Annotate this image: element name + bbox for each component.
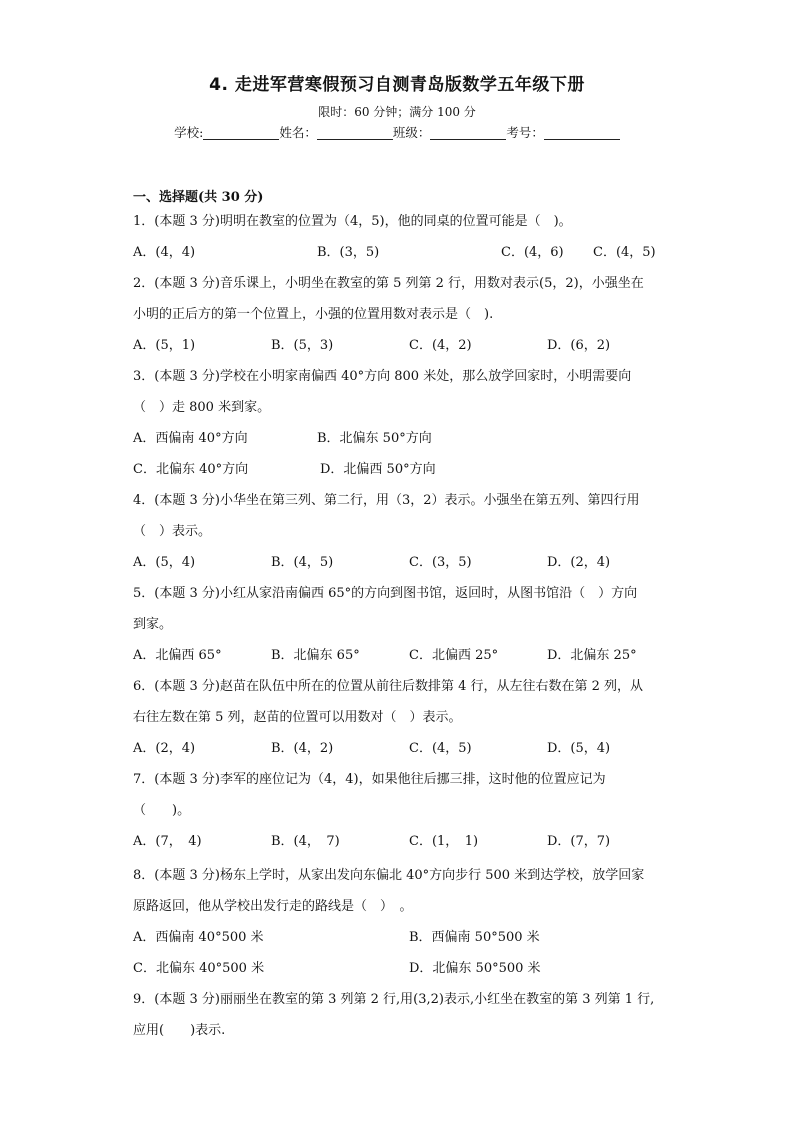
q4-option-d[interactable]: D．(2，4) (547, 555, 611, 570)
q1-option-c2[interactable]: C．(4，5) (593, 245, 656, 260)
q3-option-b[interactable]: B．北偏东 50°方向 (317, 431, 432, 446)
q8-option-a[interactable]: A．西偏南 40°500 米 (133, 930, 264, 945)
question-9-text: 9．(本题 3 分)丽丽坐在教室的第 3 列第 2 行,用(3,2)表示,小红坐在教室的第 3 列第 1 行, (133, 992, 655, 1007)
question-3-text: 3．(本题 3 分)学校在小明家南偏西 40°方向 800 米处，那么放学回家时，小明需要向 (133, 369, 632, 384)
q4-option-b[interactable]: B．(4，5) (271, 555, 334, 570)
q8-option-d[interactable]: D．北偏东 50°500 米 (409, 961, 541, 976)
question-8-text: 8．(本题 3 分)杨东上学时，从家出发向东偏北 40°方向步行 500 米到达学校，放学回家 (133, 868, 645, 883)
q3-option-d[interactable]: D．北偏西 50°方向 (320, 462, 436, 477)
question-5-text: 5．(本题 3 分)小红从家沿南偏西 65°的方向到图书馆，返回时，从图书馆沿（ ）方向 (133, 586, 638, 601)
q3-option-a[interactable]: A．西偏南 40°方向 (133, 431, 248, 446)
q5-option-a[interactable]: A．北偏西 65° (133, 648, 222, 663)
question-9-text-cont: 应用( )表示. (133, 1023, 226, 1038)
question-6-text: 6．(本题 3 分)赵苗在队伍中所在的位置从前往后数排第 4 行，从左往右数在第 2 列，从 (133, 679, 644, 694)
question-5-text-cont: 到家。 (133, 617, 173, 632)
q4-option-a[interactable]: A．(5，4) (133, 555, 196, 570)
q7-option-c[interactable]: C．(1， 1) (409, 834, 479, 849)
document-title: 4. 走进军营寒假预习自测青岛版数学五年级下册 (209, 75, 585, 95)
q3-option-c[interactable]: C．北偏东 40°方向 (133, 462, 249, 477)
q6-option-a[interactable]: A．(2，4) (133, 741, 196, 756)
question-2-text-cont: 小明的正后方的第一个位置上，小强的位置用数对表示是（ ). (133, 307, 494, 322)
question-2-text: 2．(本题 3 分)音乐课上，小明坐在教室的第 5 列第 2 行，用数对表示(5，2)，小强坐在 (133, 276, 644, 291)
q7-option-d[interactable]: D．(7，7) (547, 834, 611, 849)
class-label: 班级： (392, 125, 431, 140)
q1-option-a[interactable]: A．(4，4) (133, 245, 196, 260)
q4-option-c[interactable]: C．(3，5) (409, 555, 472, 570)
exam-no-field[interactable] (544, 127, 620, 140)
question-1-text: 1．(本题 3 分)明明在教室的位置为（4，5)，他的同桌的位置可能是（ )。 (133, 214, 572, 229)
time-limit: 限时：60 分钟；满分 100 分 (318, 105, 476, 119)
q5-option-c[interactable]: C．北偏西 25° (409, 648, 499, 663)
exam-no-label: 考号： (506, 125, 544, 140)
q7-option-b[interactable]: B．(4， 7) (271, 834, 340, 849)
question-7-text-cont: （ )。 (133, 803, 191, 818)
q7-option-a[interactable]: A．(7， 4) (133, 834, 202, 849)
q1-option-c[interactable]: C．(4，6) (501, 245, 564, 260)
student-info-row (0, 123, 794, 141)
q1-option-b[interactable]: B．(3，5) (317, 245, 380, 260)
q8-option-b[interactable]: B．西偏南 50°500 米 (409, 930, 540, 945)
q6-option-c[interactable]: C．(4，5) (409, 741, 472, 756)
question-4-text-cont: （ ）表示。 (133, 524, 212, 539)
question-6-text-cont: 右往左数在第 5 列，赵苗的位置可以用数对（ ）表示。 (133, 710, 462, 725)
class-field[interactable] (430, 127, 506, 140)
question-4-text: 4．(本题 3 分)小华坐在第三列、第二行，用（3，2）表示。小强坐在第五列、第四行用 (133, 493, 640, 508)
q6-option-b[interactable]: B．(4，2) (271, 741, 334, 756)
q2-option-c[interactable]: C．(4，2) (409, 338, 472, 353)
question-7-text: 7．(本题 3 分)李军的座位记为（4，4)，如果他往后挪三排，这时他的位置应记为 (133, 772, 606, 787)
name-field[interactable] (317, 127, 393, 140)
question-3-text-cont: （ ）走 800 米到家。 (133, 400, 271, 415)
school-label: 学校: (174, 125, 204, 140)
q2-option-d[interactable]: D．(6，2) (547, 338, 611, 353)
section-heading: 一、选择题(共 30 分) (133, 190, 264, 205)
q5-option-b[interactable]: B．北偏东 65° (271, 648, 360, 663)
q6-option-d[interactable]: D．(5，4) (547, 741, 611, 756)
question-8-text-cont: 原路返回，他从学校出发行走的路线是（ ） 。 (133, 899, 413, 914)
q2-option-a[interactable]: A．(5，1) (133, 338, 196, 353)
school-field[interactable] (203, 127, 279, 140)
q8-option-c[interactable]: C．北偏东 40°500 米 (133, 961, 265, 976)
name-label: 姓名： (279, 125, 317, 140)
q5-option-d[interactable]: D．北偏东 25° (547, 648, 637, 663)
q2-option-b[interactable]: B．(5，3) (271, 338, 334, 353)
